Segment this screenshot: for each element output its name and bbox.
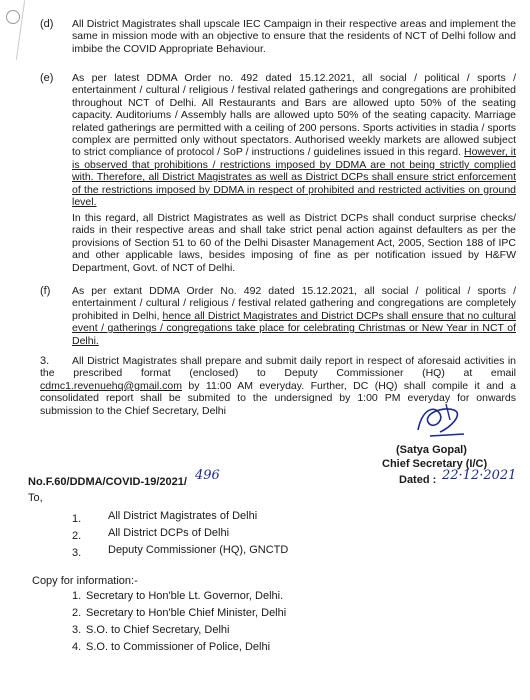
to-item: All District Magistrates of Delhi <box>108 510 258 522</box>
para-e-label: (e) <box>40 72 54 84</box>
signature-image <box>410 400 474 444</box>
margin-pencil-mark <box>16 0 25 60</box>
copy-item-num: 3. <box>72 624 82 636</box>
para-e-text-2: In this regard, all District Magistrates as well as District DCPs shall conduct surprise checks/ raids in their respective areas and shall take strict penal action against defaulters as per the provisions of Section 51 to 60 of the Delhi Disaster Management Act, 2005, Section 188 of IPC and other applicable laws, besides imposing of fine as per notification issued by H&FW Department, Govt. of NCT of Delhi. <box>72 212 516 274</box>
dated-value: 22·12·2021 <box>442 468 517 483</box>
para-3-label: 3. <box>40 355 50 367</box>
signatory-designation: Chief Secretary (I/C) <box>382 458 488 470</box>
copy-item-num: 1. <box>72 590 82 602</box>
para-f-underlined: hence all District Magistrates and District DCPs shall ensure that no cultural event / gatherings / congregations take place for celebrating Christmas or New Year in NCT of Delhi. <box>72 309 517 347</box>
copy-item-num: 4. <box>72 641 82 653</box>
copy-item: S.O. to Commissioner of Police, Delhi <box>86 641 271 653</box>
to-item-num: 1. <box>72 513 82 525</box>
copy-item: S.O. to Chief Secretary, Delhi <box>86 624 230 636</box>
punch-hole-mark <box>6 10 20 24</box>
para-3-email[interactable]: cdmc1.revenuehq@gmail.com <box>40 379 182 392</box>
signatory-name: (Satya Gopal) <box>396 444 467 456</box>
para-e-underlined: However, it is observed that prohibitions / restrictions imposed by DDMA are not being strictly complied with. Therefore, all District Magistrates as well as District DCPs shall ensure strict enforcement of the restrictions imposed by DDMA in respect of prohibited and restricted activities on ground level. <box>72 146 516 209</box>
copy-item: Secretary to Hon'ble Chief Minister, Delhi <box>86 607 287 619</box>
to-item: Deputy Commissioner (HQ), GNCTD <box>108 544 289 556</box>
para-f-plain: As per extant DDMA Order No. 492 dated 15.12.2021, all social / political / sports / entertainment / cultural / religious / festival related gathering and congregations are completely prohibited in Delhi, <box>72 285 516 322</box>
to-item-num: 3. <box>72 547 82 559</box>
para-e-text <box>72 72 516 208</box>
para-f-label: (f) <box>40 285 51 297</box>
para-e-plain: As per latest DDMA Order no. 492 dated 15.12.2021, all social / political / sports / entertainment / cultural / religious / festival related gatherings and congregations are prohibited throughout NCT of Delhi. All Restaurants and Bars are allowed upto 50% of the seating capacity. Auditoriums / Assembly halls are allowed upto 50% of the seating capacity. Marriage related gatherings are permitted with a ceiling of 200 persons. Sports activities in stadia / sports complex are permitted only without spectators. Authorised weekly markets are allowed subject to strict compliance of protocol / SoP / instructions / guidelines issued in this regard. <box>72 72 516 159</box>
to-item: All District DCPs of Delhi <box>108 527 230 539</box>
para-f-text <box>72 285 516 347</box>
copy-item-num: 2. <box>72 607 82 619</box>
file-number: No.F.60/DDMA/COVID-19/2021/ <box>28 476 187 488</box>
copy-label: Copy for information:- <box>32 575 138 587</box>
para-d-text: All District Magistrates shall upscale IEC Campaign in their respective areas and implement the same in mission mode with an objective to ensure that the residents of NCT of Delhi follow and imbibe the COVID Appropriate Behaviour. <box>72 18 516 55</box>
dated-label: Dated : <box>399 474 437 486</box>
para-d-label: (d) <box>40 18 54 30</box>
copy-item: Secretary to Hon'ble Lt. Governor, Delhi. <box>86 590 284 602</box>
to-label: To, <box>28 492 43 504</box>
file-number-handwritten: 496 <box>195 468 220 483</box>
para-3-text-a: All District Magistrates shall prepare and submit daily report in respect of aforesaid activities in the prescribed format (enclosed) to Deputy Commissioner (HQ) at email <box>40 355 516 380</box>
para-3-text-b: by 11:00 AM everyday. Further, DC (HQ) shall compile it and a consolidated report shall be submited to the undersigned by 1:00 PM everyday for onwards submission to the Chief Secretary, Delhi <box>40 379 516 417</box>
to-item-num: 2. <box>72 530 82 542</box>
